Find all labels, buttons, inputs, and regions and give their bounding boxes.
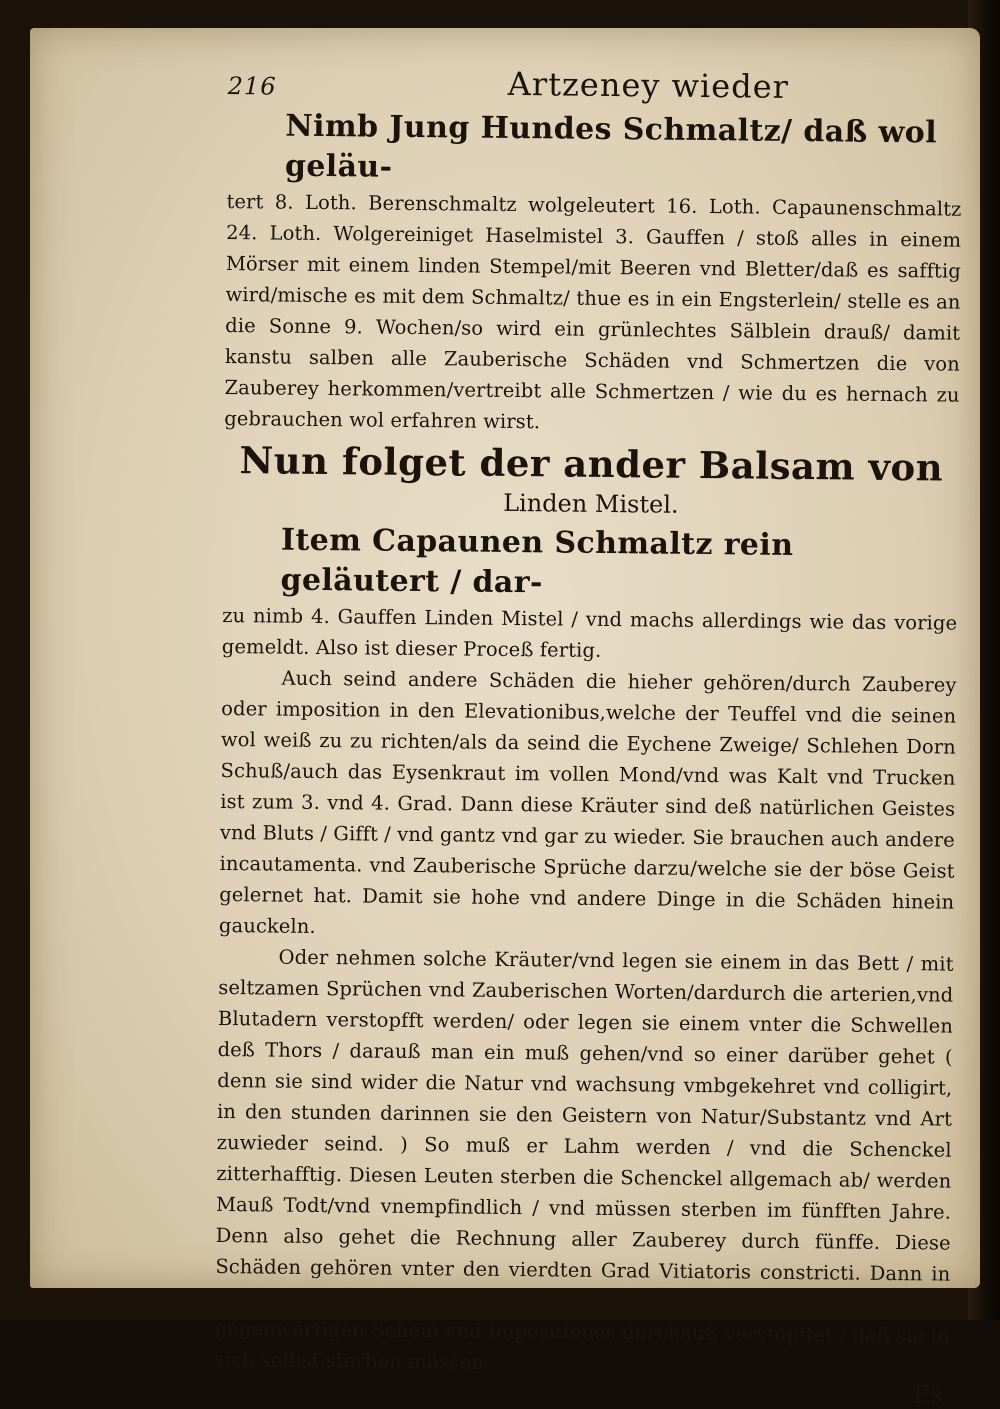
section-subtitle: Linden Mistel. (503, 488, 679, 519)
section-title: Nun folget der ander Balsam von (239, 438, 944, 490)
running-head (228, 62, 963, 114)
page-number: 216 (227, 71, 277, 101)
running-title: Artzeney wieder (507, 64, 790, 106)
paragraph-1-lead: Nimb Jung Hundes Schmaltz/ daß wol geläu- (284, 108, 938, 185)
paragraph-1-body: tert 8. Loth. Berenschmaltz wolgeleutert 16. Loth. Capaunenschmaltz 24. Loth. Wolgereiniget Haselmistel 3. Gauffen / stoß alles in einem Mörser mit einem linden Stempel/mit Beeren vnd Bletter/daß es safftig wird/mische es mit dem Schmaltz/ thue es in ein Engsterlein/ stelle es an die Sonne 9. Wochen/so wird ein grünlechtes Sälblein drauß/ damit kanstu salben alle Zauberische Schäden vnd Schmertzen die von Zauberey herkommen/vertreibt alle Schmertzen / wie du es hernach zu gebrauchen wol erfahren wirst. (224, 189, 962, 434)
catchword: Es (913, 1380, 944, 1409)
paragraph-2-body: zu nimb 4. Gauffen Linden Mistel / vnd machs allerdings wie das vorige gemeldt. Also ist dieser Proceß fertig. (221, 603, 958, 662)
paragraph-3: Auch seind andere Schäden die hieher gehören/durch Zauberey oder imposition in den Elevationibus,welche der Teuffel vnd die seinen wol weiß zu zu richten/als da seind die Eychene Zweige/ Schlehen Dorn Schuß/auch das Eysenkraut im vollen Mond/vnd was Kalt vnd Trucken ist zum 3. vnd 4. Grad. Dann diese Kräuter sind deß natürlichen Geistes vnd Bluts / Gifft / vnd gantz vnd gar zu wieder. Sie brauchen auch andere incautamenta. vnd Zauberische Sprüche darzu/welche sie der böse Geist gelernet hat. Damit sie hohe vnd andere Dinge in die Schäden hinein gauckeln. (218, 666, 957, 938)
paragraph-2-lead: Item Capaunen Schmaltz rein geläutert / dar- (280, 522, 794, 601)
paragraph-4: Oder nehmen solche Kräuter/vnd legen sie einem in das Bett / mit seltzamen Sprüchen vnd Zauberischen Worten/dardurch die arterien,vnd Blutadern verstopfft werden/ oder legen sie einem vnter die Schwellen deß Thors / darauß man ein muß gehen/vnd so einer darüber gehet ( denn sie sind wider die Natur vnd wachsung vmbgekehret vnd colligirt, in den stunden darinnen sie den Geistern von Natur/Substantz vnd Art zuwieder seind. ) So muß er Lahm werden / vnd die Schenckel zitterhafftig. Diesen Leuten sterben die Schenckel allgemach ab/ werden Mauß Todt/vnd vnempfindlich / vnd müssen sterben im fünfften Jahre. Denn also gehet die Rechnung aller Zauberey durch fünffe. Diese Schäden gehören vnter den vierdten Grad Vitiatoris constricti. Dann in diesen werden die natürlichen Geister deß Lebens / durch gegenwärtigen Schein vnd Impositiones durchauß verstopffet / daß sie in sich selbst sterben müssen. (214, 945, 954, 1374)
page-text (214, 62, 963, 1409)
